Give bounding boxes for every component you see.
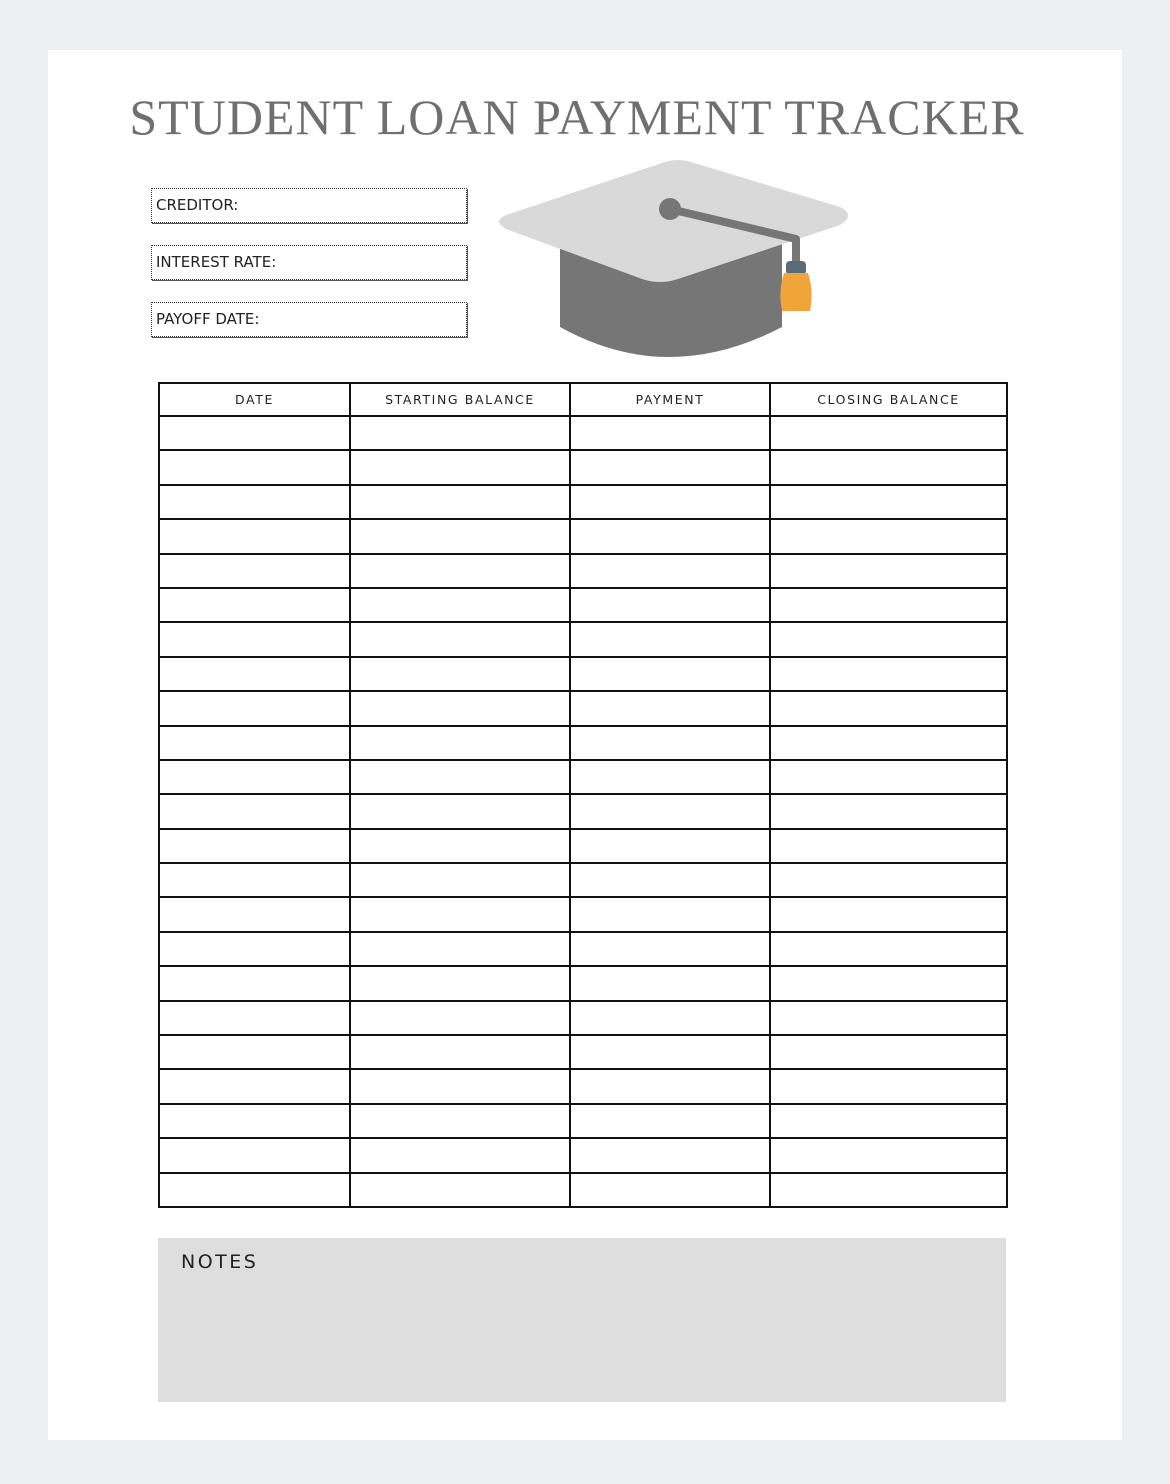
- column-header-date: DATE: [159, 383, 350, 416]
- starting-balance-cell[interactable]: [350, 485, 570, 519]
- creditor-label: CREDITOR:: [156, 196, 239, 214]
- table-row: [159, 416, 1007, 450]
- date-cell[interactable]: [159, 691, 350, 725]
- starting-balance-cell[interactable]: [350, 450, 570, 484]
- table-row: [159, 760, 1007, 794]
- date-cell[interactable]: [159, 485, 350, 519]
- payment-cell[interactable]: [570, 726, 770, 760]
- payment-cell[interactable]: [570, 1035, 770, 1069]
- starting-balance-cell[interactable]: [350, 829, 570, 863]
- table-row: [159, 1104, 1007, 1138]
- closing-balance-cell[interactable]: [770, 1069, 1007, 1103]
- table-row: [159, 450, 1007, 484]
- payment-log-body: [159, 416, 1007, 1207]
- table-row: [159, 1001, 1007, 1035]
- starting-balance-cell[interactable]: [350, 863, 570, 897]
- closing-balance-cell[interactable]: [770, 760, 1007, 794]
- payment-cell[interactable]: [570, 485, 770, 519]
- closing-balance-cell[interactable]: [770, 863, 1007, 897]
- closing-balance-cell[interactable]: [770, 691, 1007, 725]
- column-header-closing-balance: CLOSING BALANCE: [770, 383, 1007, 416]
- creditor-field[interactable]: [151, 188, 467, 223]
- payment-cell[interactable]: [570, 1001, 770, 1035]
- closing-balance-cell[interactable]: [770, 794, 1007, 828]
- closing-balance-cell[interactable]: [770, 1138, 1007, 1172]
- payment-cell[interactable]: [570, 691, 770, 725]
- date-cell[interactable]: [159, 622, 350, 656]
- payment-cell[interactable]: [570, 588, 770, 622]
- closing-balance-cell[interactable]: [770, 1104, 1007, 1138]
- date-cell[interactable]: [159, 588, 350, 622]
- page-title: STUDENT LOAN PAYMENT TRACKER: [129, 89, 1025, 145]
- starting-balance-cell[interactable]: [350, 416, 570, 450]
- table-row: [159, 726, 1007, 760]
- closing-balance-cell[interactable]: [770, 1001, 1007, 1035]
- starting-balance-cell[interactable]: [350, 1104, 570, 1138]
- closing-balance-cell[interactable]: [770, 450, 1007, 484]
- closing-balance-cell[interactable]: [770, 622, 1007, 656]
- starting-balance-cell[interactable]: [350, 726, 570, 760]
- starting-balance-cell[interactable]: [350, 588, 570, 622]
- payment-cell[interactable]: [570, 519, 770, 553]
- date-cell[interactable]: [159, 897, 350, 931]
- starting-balance-cell[interactable]: [350, 897, 570, 931]
- closing-balance-cell[interactable]: [770, 1173, 1007, 1207]
- starting-balance-cell[interactable]: [350, 657, 570, 691]
- closing-balance-cell[interactable]: [770, 1035, 1007, 1069]
- closing-balance-cell[interactable]: [770, 657, 1007, 691]
- payment-log-table: [158, 382, 1008, 1208]
- starting-balance-cell[interactable]: [350, 622, 570, 656]
- payment-cell[interactable]: [570, 416, 770, 450]
- column-header-starting-balance: STARTING BALANCE: [350, 383, 570, 416]
- date-cell[interactable]: [159, 1104, 350, 1138]
- payment-cell[interactable]: [570, 794, 770, 828]
- table-row: [159, 1035, 1007, 1069]
- table-row: [159, 1069, 1007, 1103]
- table-row: [159, 932, 1007, 966]
- date-cell[interactable]: [159, 519, 350, 553]
- table-row: [159, 1138, 1007, 1172]
- table-row: [159, 897, 1007, 931]
- closing-balance-cell[interactable]: [770, 932, 1007, 966]
- table-row: [159, 1173, 1007, 1207]
- tassel-knot: [786, 261, 806, 275]
- date-cell[interactable]: [159, 1069, 350, 1103]
- closing-balance-cell[interactable]: [770, 485, 1007, 519]
- date-cell[interactable]: [159, 794, 350, 828]
- payoff-date-label: PAYOFF DATE:: [156, 310, 260, 328]
- date-cell[interactable]: [159, 966, 350, 1000]
- payment-cell[interactable]: [570, 657, 770, 691]
- date-cell[interactable]: [159, 1173, 350, 1207]
- starting-balance-cell[interactable]: [350, 760, 570, 794]
- interest-rate-field[interactable]: [151, 245, 467, 280]
- starting-balance-cell[interactable]: [350, 1069, 570, 1103]
- payment-cell[interactable]: [570, 1104, 770, 1138]
- payment-cell[interactable]: [570, 622, 770, 656]
- table-row: [159, 863, 1007, 897]
- payment-cell[interactable]: [570, 760, 770, 794]
- table-row: [159, 519, 1007, 553]
- payoff-date-field[interactable]: [151, 302, 467, 337]
- payment-cell[interactable]: [570, 1069, 770, 1103]
- date-cell[interactable]: [159, 726, 350, 760]
- date-cell[interactable]: [159, 829, 350, 863]
- date-cell[interactable]: [159, 1035, 350, 1069]
- closing-balance-cell[interactable]: [770, 829, 1007, 863]
- column-header-payment: PAYMENT: [570, 383, 770, 416]
- starting-balance-cell[interactable]: [350, 794, 570, 828]
- table-row: [159, 657, 1007, 691]
- date-cell[interactable]: [159, 760, 350, 794]
- starting-balance-cell[interactable]: [350, 691, 570, 725]
- payment-cell[interactable]: [570, 1138, 770, 1172]
- notes-box[interactable]: [158, 1238, 1006, 1402]
- starting-balance-cell[interactable]: [350, 554, 570, 588]
- table-row: [159, 622, 1007, 656]
- table-row: [159, 588, 1007, 622]
- closing-balance-cell[interactable]: [770, 966, 1007, 1000]
- payment-cell[interactable]: [570, 863, 770, 897]
- starting-balance-cell[interactable]: [350, 932, 570, 966]
- date-cell[interactable]: [159, 450, 350, 484]
- table-row: [159, 485, 1007, 519]
- starting-balance-cell[interactable]: [350, 966, 570, 1000]
- starting-balance-cell[interactable]: [350, 1001, 570, 1035]
- notes-label: NOTES: [181, 1251, 259, 1273]
- payment-cell[interactable]: [570, 829, 770, 863]
- graduation-cap-icon: [488, 155, 854, 361]
- date-cell[interactable]: [159, 1001, 350, 1035]
- table-row: [159, 554, 1007, 588]
- date-cell[interactable]: [159, 554, 350, 588]
- payment-cell[interactable]: [570, 932, 770, 966]
- starting-balance-cell[interactable]: [350, 519, 570, 553]
- date-cell[interactable]: [159, 863, 350, 897]
- payment-cell[interactable]: [570, 897, 770, 931]
- date-cell[interactable]: [159, 657, 350, 691]
- cap-button: [659, 198, 681, 220]
- date-cell[interactable]: [159, 416, 350, 450]
- table-header-row: [159, 383, 1007, 416]
- closing-balance-cell[interactable]: [770, 726, 1007, 760]
- payment-cell[interactable]: [570, 966, 770, 1000]
- starting-balance-cell[interactable]: [350, 1173, 570, 1207]
- tassel-fringe: [780, 273, 811, 311]
- table-row: [159, 829, 1007, 863]
- table-row: [159, 794, 1007, 828]
- closing-balance-cell[interactable]: [770, 519, 1007, 553]
- payment-cell[interactable]: [570, 1173, 770, 1207]
- interest-rate-label: INTEREST RATE:: [156, 253, 277, 271]
- payment-cell[interactable]: [570, 554, 770, 588]
- date-cell[interactable]: [159, 932, 350, 966]
- starting-balance-cell[interactable]: [350, 1138, 570, 1172]
- closing-balance-cell[interactable]: [770, 897, 1007, 931]
- starting-balance-cell[interactable]: [350, 1035, 570, 1069]
- date-cell[interactable]: [159, 1138, 350, 1172]
- closing-balance-cell[interactable]: [770, 554, 1007, 588]
- table-row: [159, 966, 1007, 1000]
- table-row: [159, 691, 1007, 725]
- closing-balance-cell[interactable]: [770, 416, 1007, 450]
- closing-balance-cell[interactable]: [770, 588, 1007, 622]
- payment-cell[interactable]: [570, 450, 770, 484]
